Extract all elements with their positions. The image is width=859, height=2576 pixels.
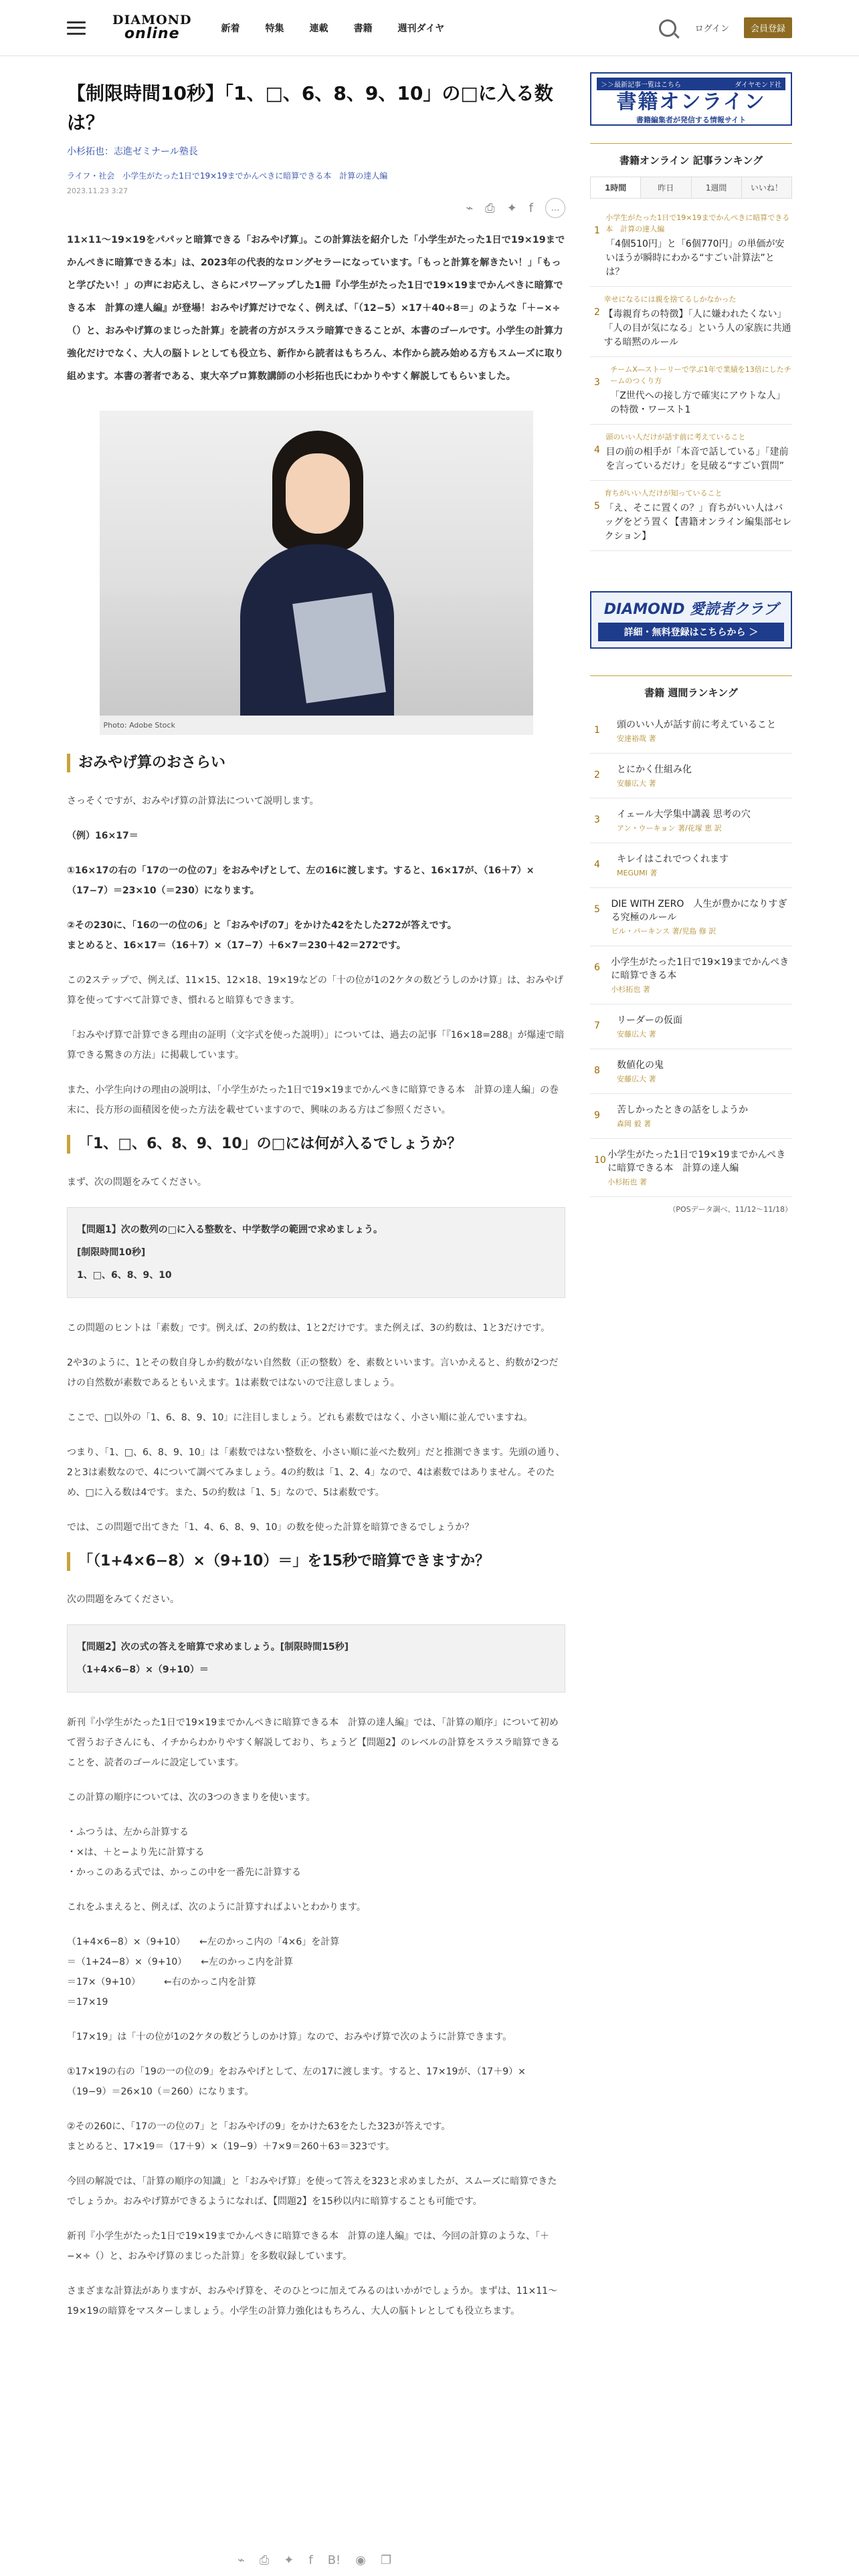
weekly-item[interactable] [590, 1049, 792, 1094]
ranking-title: 書籍オンライン 記事ランキング [590, 143, 792, 167]
rule-item: ・かっこのある式では、かっこの中を一番先に計算する [67, 1867, 301, 1878]
rank-series: 幸せになるには親を捨てるしかなかった [603, 295, 737, 304]
banner-title: 書籍オンライン [616, 90, 766, 114]
section-heading-omiyage: おみやげ算のおさらい [67, 754, 565, 772]
weekly-item[interactable] [590, 843, 792, 888]
calc-steps [67, 1932, 565, 2012]
calc-line: ＝17×19 [67, 1997, 108, 2008]
banner-publisher: ダイヤモンド社 [735, 82, 781, 89]
nav-weekly[interactable]: 週刊ダイヤ [397, 23, 445, 34]
banner-link[interactable]: ＞＞最新記事一覧はこちら [601, 82, 681, 89]
book-author: MEGUMI 著 [617, 869, 658, 877]
tab-1hour[interactable]: 1時間 [591, 177, 641, 198]
more-icon[interactable]: … [545, 198, 565, 218]
book-title: イェール大学集中講義 思考の穴 [617, 809, 751, 820]
step-2d: まとめると、17×19＝（17＋9）×（19−9）＋7×9＝260＋63＝323です。 [67, 2141, 395, 2152]
paragraph: ここで、□以外の「1、6、8、9、10」に注目しましょう。どれも素数ではなく、小さい順に並んでいますね。 [67, 1412, 533, 1423]
book-author: 小杉拓也 著 [611, 985, 650, 994]
rank-number: 7 [594, 1021, 600, 1031]
publish-date: 2023.11.23 3:27 [67, 187, 128, 195]
calc-line: （1+4×6−8）×（9+10） ←左のかっこ内の「4×6」を計算 [67, 1937, 340, 1947]
rank-number: 3 [594, 377, 600, 388]
step-1b: ①17×19の右の「19の一の位の9」をおみやげとして、左の17に渡します。すると、17×19が、（17＋9）×（19−9）＝26×10（＝260）になります。 [67, 2066, 526, 2097]
sidebar [590, 72, 792, 1214]
print-icon[interactable]: ⎙ [485, 201, 495, 215]
question-1-sequence: 1、□、6、8、9、10 [77, 1270, 172, 1281]
ranking-item[interactable] [590, 425, 792, 481]
paragraph: 「おみやげ算で計算できる理由の証明（文字式を使った説明）」については、過去の記事「『16×18=288』が爆速で暗算できる驚きの方法」に掲載しています。 [67, 1030, 565, 1061]
logo-bottom: online [124, 25, 180, 42]
book-title: DIE WITH ZERO 人生が豊かになりすぎる究極のルール [611, 899, 787, 923]
book-author: 安達裕哉 著 [617, 734, 656, 743]
rank-number: 2 [594, 307, 600, 318]
pos-note: （POSデータ調べ、11/12〜11/18） [668, 1205, 792, 1214]
paragraph: 新刊『小学生がたった1日で19×19までかんぺきに暗算できる本 計算の達人編』では、今回の計算のような、「＋−×÷（）と、おみやげ算のまじった計算」を多数収録しています。 [67, 2231, 549, 2262]
book-title: キレイはこれでつくれます [617, 854, 729, 865]
tab-week[interactable]: 1週間 [692, 177, 742, 198]
share-bar [67, 198, 565, 218]
article-photo [100, 411, 533, 716]
paragraph: では、この問題で出てきた「1、4、6、8、9、10」の数を使った計算を暗算できるでしょうか？ [67, 1522, 474, 1533]
rank-number: 9 [594, 1110, 600, 1121]
book-title: 小学生がたった1日で19×19までかんぺきに暗算できる本 計算の達人編 [607, 1150, 786, 1174]
paragraph: 今回の解説では、「計算の順序の知識」と「おみやげ算」を使って答えを323と求めましたが、スムーズに暗算できたでしょうか。おみやげ算ができるようになれば、【問題2】を15秒以内に暗算することも可能です。 [67, 2176, 557, 2207]
rank-number: 6 [594, 962, 600, 973]
ranking-item[interactable] [590, 287, 792, 357]
weekly-item[interactable] [590, 1004, 792, 1049]
rank-number: 4 [594, 445, 600, 455]
book-title: 苦しかったときの話をしようか [617, 1105, 748, 1115]
rank-number: 5 [594, 904, 600, 915]
weekly-item[interactable] [590, 709, 792, 754]
paragraph: これをふまえると、例えば、次のように計算すればよいとわかります。 [67, 1902, 366, 1913]
rank-number: 8 [594, 1065, 600, 1076]
paragraph: つまり、「1、□、6、8、9、10」は「素数ではない整数を、小さい順に並べた数列」だと推測できます。先頭の通り、2と3は素数なので、4について調べてみましょう。4の約数は「1、2、4」なので、4は素数ではありません。そのため、□に入る数は4です。また、5の約数は「1、5」なので、5は素数です。 [67, 1447, 565, 1498]
weekly-item[interactable] [590, 754, 792, 798]
author-link[interactable]: 小杉拓也：志進ゼミナール塾長 [67, 146, 198, 157]
club-link[interactable]: 詳細・無料登録はこちらから ＞ [598, 623, 784, 641]
rank-title: 「4個510円」と「6個770円」の単価が安いほうが瞬時にわかる“すごい計算法”とは？ [605, 239, 785, 278]
rank-title: 「え、そこに置くの？」育ちがいい人はバッグをどう置く【書籍オンライン編集部セレクション】 [604, 503, 792, 542]
menu-icon[interactable] [67, 21, 86, 35]
ranking-item[interactable] [590, 357, 792, 425]
weekly-item[interactable] [590, 888, 792, 946]
article [67, 79, 565, 2336]
tab-likes[interactable]: いいね！ [742, 177, 791, 198]
search-icon[interactable] [659, 19, 676, 37]
ranking-tabs [590, 177, 792, 199]
rank-number: 1 [594, 225, 600, 236]
rule-item: ・×は、＋と−より先に計算する [67, 1847, 205, 1858]
step-2c: ②その260に、「17の一の位の7」と「おみやげの9」をかけた63をたした323が答えです。 [67, 2121, 451, 2132]
nav-feature[interactable]: 特集 [265, 23, 284, 34]
book-author: 安藤広大 著 [617, 1075, 656, 1083]
rank-number: 2 [594, 770, 600, 780]
rank-title: 目の前の相手が「本音で話している」「建前を言っているだけ」を見破る“すごい質問” [605, 447, 789, 471]
signup-button[interactable]: 会員登録 [744, 17, 792, 38]
example: （例）16×17＝ [67, 831, 138, 841]
book-author: 小杉拓也 著 [607, 1178, 647, 1186]
line-icon[interactable]: ◉ [355, 2553, 366, 2567]
book-online-banner[interactable] [590, 72, 792, 126]
question-2-expression: （1+4×6−8）×（9+10）＝ [77, 1665, 209, 1675]
rules-list [67, 1822, 565, 1883]
rank-number: 3 [594, 815, 600, 825]
calc-line: ＝（1+24−8）×（9+10） ←左のかっこ内を計算 [67, 1957, 294, 1967]
site-logo[interactable] [112, 14, 192, 41]
article-title: 【制限時間10秒】「1、□、6、8、9、10」の□に入る数は？ [67, 82, 553, 134]
weekly-item[interactable] [590, 946, 792, 1004]
club-title: DIAMOND 愛読者クラブ [603, 601, 779, 618]
rank-series: 頭のいい人だけが話す前に考えていること [605, 433, 746, 441]
photo-credit: Photo: Adobe Stock [100, 716, 533, 735]
tab-yesterday[interactable]: 昨日 [641, 177, 691, 198]
book-title: 小学生がたった1日で19×19までかんぺきに暗算できる本 [611, 957, 789, 981]
global-nav [221, 21, 445, 35]
twitter-icon[interactable]: ✦ [506, 201, 517, 215]
book-title: 数値化の鬼 [617, 1060, 664, 1071]
nav-new[interactable]: 新着 [221, 23, 240, 34]
ranking-item[interactable] [590, 481, 792, 551]
step-1: ①16×17の右の「17の一の位の7」をおみやげとして、左の16に渡します。すると、16×17が、（16＋7）×（17−7）＝23×10（＝230）になります。 [67, 865, 535, 896]
logo-top: DIAMOND [112, 13, 192, 27]
site-header [0, 0, 859, 56]
section-heading-q2: 「（1+4×6−8）×（9+10）＝」を15秒で暗算できますか？ [67, 1552, 565, 1571]
twitter-icon[interactable]: ✦ [284, 2553, 294, 2567]
book-author: アン・ウーキョン 著/花塚 恵 訳 [617, 824, 722, 833]
book-title: とにかく仕組み化 [617, 764, 692, 775]
paragraph: 2や3のように、1とその数自身しか約数がない自然数（正の整数）を、素数といいます。言いかえると、約数が2つだけの自然数が素数であるともいえます。1は素数ではないので注意しましょう。 [67, 1358, 559, 1388]
paragraph: 新刊『小学生がたった1日で19×19までかんぺきに暗算できる本 計算の達人編』では、「計算の順序」について初めて習うお子さんにも、イチからわかりやすく解説しており、ちょうど【問題2】のレベルの計算をスラスラ暗算できることを、読者のゴールに設定しています。 [67, 1717, 560, 1768]
book-author: 安藤広大 著 [617, 779, 656, 788]
paragraph: また、小学生向けの理由の説明は、「小学生がたった1日で19×19までかんぺきに暗算できる本 計算の達人編」の巻末に、長方形の面積図を使った方法を載せていますので、興味のある方はご参照ください。 [67, 1085, 559, 1115]
reader-club-banner[interactable] [590, 591, 792, 649]
rank-number: 4 [594, 859, 600, 870]
lead-text: 11×11〜19×19をパパッと暗算できる「おみやげ算」。この計算法を紹介した「小学生がたった1日で19×19までかんぺきに暗算できる本」は、2023年の代表的なロングセラーになっています。「もっと計算を解きたい！」「もっと学びたい！」の声にお応えし、さらにパワーアップした1冊『小学生がたった1日で19×19までかんぺきに暗算できる本 計算の達人編』が登場！おみやげ算だけでなく、例えば、「（12−5）×17＋40÷8＝」のような「＋−×÷（）と、おみやげ算のまじった計算」を読者の方がスラスラ暗算できることが、本書のゴールです。小学生の計算力強化だけでなく、大人の脳トレとしても役立ち、新作から読者はもちろん、本作から読み始める方もスムーズに取り組めます。本書の著者である、東大卒プロ算数講師の小杉拓也氏にわかりやすく解説してもらいました。 [67, 235, 565, 382]
bottom-share-bar [237, 2553, 391, 2567]
breadcrumb[interactable]: ライフ・社会 小学生がたった1日で19×19までかんぺきに暗算できる本 計算の達人編 [67, 171, 388, 181]
weekly-item[interactable] [590, 1139, 792, 1197]
rank-number: 10 [594, 1155, 606, 1166]
paragraph: さっそくですが、おみやげ算の計算法について説明します。 [67, 796, 319, 807]
book-author: 森岡 毅 著 [617, 1119, 651, 1128]
facebook-icon[interactable]: f [529, 201, 533, 215]
facebook-icon[interactable]: f [308, 2553, 313, 2567]
hatena-icon[interactable]: B! [327, 2553, 341, 2567]
ranking-item[interactable] [590, 205, 792, 287]
calc-line: ＝17×（9+10） ←右のかっこ内を計算 [67, 1977, 256, 1988]
step-2a: ②その230に、「16の一の位の6」と「おみやげの7」をかけた42をたした272が答えです。 [67, 920, 457, 931]
clip-icon[interactable]: ⌁ [466, 201, 474, 215]
question-1-box [67, 1207, 565, 1298]
banner-sub: 書籍編集者が発信する情報サイト [636, 116, 747, 124]
copy-icon[interactable]: ❐ [380, 2553, 392, 2567]
book-author: ビル・パーキンス 著/児島 修 訳 [611, 927, 717, 936]
weekly-item[interactable] [590, 798, 792, 843]
paragraph: この計算の順序については、次の3つのきまりを使います。 [67, 1792, 316, 1803]
question-1-text: 【問題1】次の数列の□に入る整数を、中学数学の範囲で求めましょう。 [77, 1224, 383, 1235]
question-2-box [67, 1624, 565, 1693]
paragraph: 「17×19」は「十の位が1の2ケタの数どうしのかけ算」なので、おみやげ算で次のように計算できます。 [67, 2032, 512, 2042]
rule-item: ・ふつうは、左から計算する [67, 1827, 189, 1838]
step-2b: まとめると、16×17＝（16＋7）×（17−7）＋6×7＝230＋42＝272です。 [67, 940, 406, 951]
paragraph: この2ステップで、例えば、11×15、12×18、19×19などの「十の位が1の2ケタの数どうしのかけ算」は、おみやげ算を使ってすべて計算でき、慣れると暗算もできます。 [67, 975, 563, 1006]
question-2-text: 【問題2】次の式の答えを暗算で求めましょう。[制限時間15秒] [77, 1642, 349, 1652]
rank-series: 小学生がたった1日で19×19までかんぺきに暗算できる本 計算の達人編 [605, 213, 790, 233]
rank-number: 1 [594, 725, 600, 736]
book-author: 安藤広大 著 [617, 1030, 656, 1039]
rank-title: 「Z世代への接し方で確実にアウトな人」の特徴・ワースト1 [610, 391, 785, 415]
section-heading-q1: 「1、□、6、8、9、10」の□には何が入るでしょうか？ [67, 1135, 565, 1154]
weekly-item[interactable] [590, 1094, 792, 1139]
book-title: リーダーの仮面 [617, 1015, 682, 1026]
print-icon[interactable]: ⎙ [259, 2553, 270, 2567]
rank-title: 【毒親育ちの特徴】「人に嫌われたくない」「人の目が気になる」という人の家族に共通する暗黙のルール [603, 309, 791, 348]
question-1-limit: [制限時間10秒] [77, 1247, 146, 1258]
rank-series: チームX―ストーリーで学ぶ1年で業績を13倍にしたチームのつくり方 [610, 365, 791, 385]
paragraph: この問題のヒントは「素数」です。例えば、2の約数は、1と2だけです。また例えば、3の約数は、1と3だけです。 [67, 1323, 551, 1333]
paragraph: 次の問題をみてください。 [67, 1594, 179, 1605]
weekly-ranking-title: 書籍 週間ランキング [590, 675, 792, 700]
paragraph: さまざまな計算法がありますが、おみやげ算を、そのひとつに加えてみるのはいかがでしょうか。まずは、11×11〜19×19の暗算をマスターしましょう。小学生の計算力強化はもちろん、大人の脳トレとしても役立ちます。 [67, 2286, 558, 2317]
book-title: 頭のいい人が話す前に考えていること [617, 720, 776, 730]
paragraph: まず、次の問題をみてください。 [67, 1177, 207, 1188]
login-link[interactable]: ログイン [694, 24, 729, 34]
clip-icon[interactable]: ⌁ [237, 2553, 245, 2567]
nav-books[interactable]: 書籍 [353, 23, 373, 34]
nav-series[interactable]: 連載 [309, 23, 328, 34]
rank-series: 育ちがいい人だけが知っていること [604, 489, 723, 498]
rank-number: 5 [594, 501, 600, 512]
